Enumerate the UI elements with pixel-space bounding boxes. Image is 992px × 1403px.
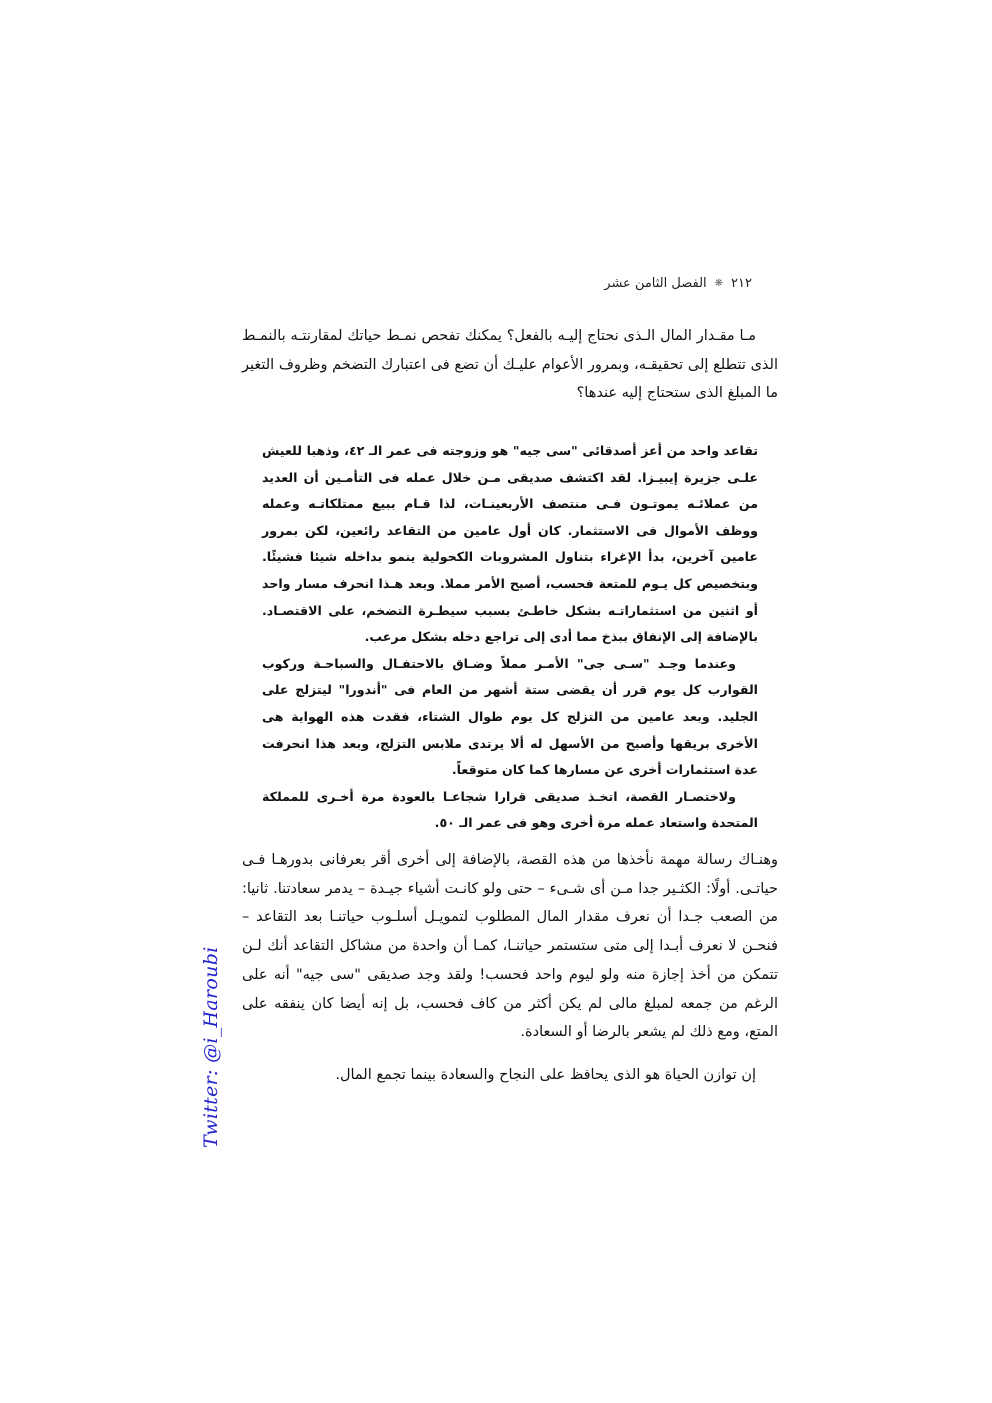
page-number: ٢١٢ [731,276,752,291]
intro-paragraph: مـا مقـدار المال الـذى نحتاج إليـه بالفعل؟ يمكنك تفحص نمـط حياتك لمقارنتـه بالنمـط الذى تتطلع إلى تحقيقـه، وبمرور الأعوام عليـك أن تضع فى اعتبارك التضخم وظروف التغير ما المبلغ الذى ستحتاج إليه عندها؟ [242,328,778,402]
story-paragraph: تقاعد واحد من أعز أصدقائى "سى جيه" هو وزوجته فى عمر الـ ٤٢، وذهبا للعيش علـى جزيرة إيبيـزا. لقد اكتشف صديقى مـن خلال عمله فى التأمـين أن العديد من عملائـه يموتـون فـى منتصف الأربعينـات، لذا قـام ببيع ممتلكاتـه وعمله ووظف الأموال فى الاستثمار. كان أول عامين من التقاعد رائعين، لكن بمرور عامين آخرين، بدأ الإغراء بتناول المشروبات الكحولية ينمو بداخله شيئا فشيئًا. وبتخصيص كل يـوم للمتعة فحسب، أصبح الأمر مملا. وبعد هـذا انحرف مسار واحد أو اثنين من استثماراتـه بشكل خاطـئ بسبب سيطـرة التضخم، على الاقتصـاد. بالإضافة إلى الإنفاق ببذخ مما أدى إلى تراجع دخله بشكل مرعب. [262,443,758,645]
closing-paragraph: وهنـاك رسالة مهمة نأخذها من هذه القصة، بالإضافة إلى أخرى أقر بعرفانى بدورهـا فـى حياتـى. أولًا: الكثـير جدا مـن أى شـىء – حتى ولو كانـت أشياء جيـدة – يدمر سعادتنا. ثانيا: من الصعب جـدا أن نعرف مقدار المال المطلوب لتمويـل أسلـوب حياتنـا بعد التقاعد – فنحـن لا نعرف أبـدا إلى متى ستستمر حياتنـا، كمـا أن واحدة من مشاكل التقاعد أنك لـن تتمكن من أخذ إجازة منه ولو ليوم واحد فحسب! ولقد وجد صديقى "سى جيه" أنه على الرغم من جمعه لمبلغ مالى لم يكن أكثر من كاف فحسب، بل إنه أيضا كان ينفقه على المتع، ومع ذلك لم يشعر بالرضا أو السعادة. [242,852,778,1041]
story-paragraph: ولاختصـار القصة، اتخـذ صديقى قرارا شجاعـا بالعودة مرة أخـرى للمملكة المتحدة واستعاد عمله مرة أخرى وهو فى عمر الـ ٥٠. [262,788,758,831]
page-header [540,276,752,291]
ornament-icon: ❋ [714,278,724,289]
closing-final-line: إن توازن الحياة هو الذى يحافظ على النجاح والسعادة بينما تجمع المال. [335,1066,756,1083]
intro-section [242,322,778,408]
twitter-watermark: Twitter: @i_Haroubi [200,946,222,1148]
story-box [262,438,758,837]
closing-section [242,846,778,1090]
story-paragraph: وعندما وجـد "سـى جى" الأمـر مملاً وضـاق بالاحتفـال والسباحـة وركوب القوارب كل يوم قرر أن يقضى ستة أشهر من العام فى "أندورا" ليتزلج على الجليد. وبعد عامين من التزلج كل يوم طوال الشتاء، فقدت هذه الهواية هى الأخرى بريقها وأصبح من الأسهل له ألا يرتدى ملابس التزلج، وبعد هذا انحرفت عدة استثمارات أخرى عن مسارها كما كان متوقعاً. [262,655,758,778]
chapter-title: الفصل الثامن عشر [604,276,707,291]
